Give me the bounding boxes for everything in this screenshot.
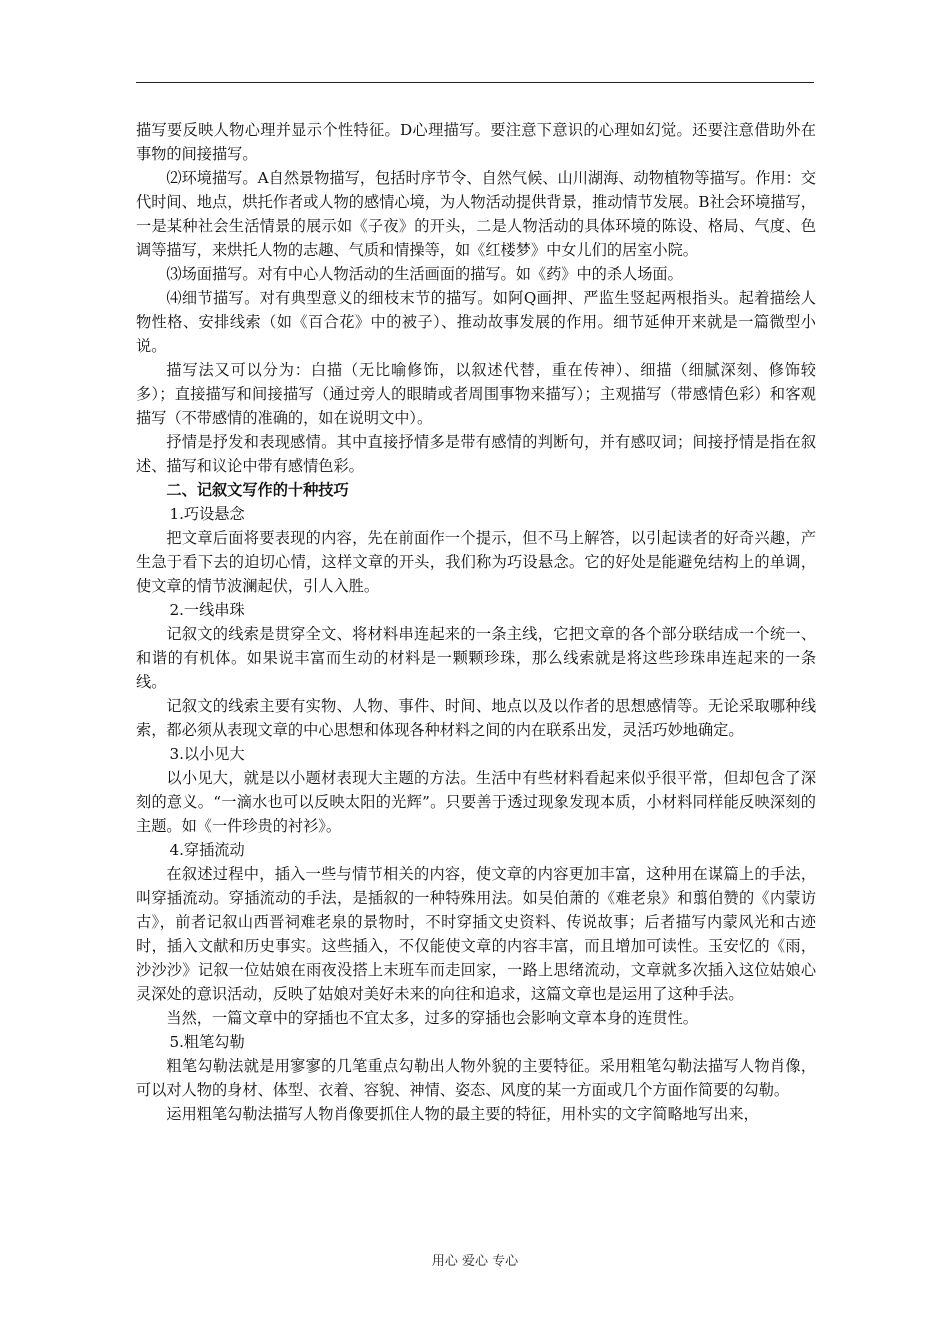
paragraph-description-types: 描写法又可以分为：白描（无比喻修饰，以叙述代替，重在传神）、细描（细腻深刻、修饰较多）；直接描写和间接描写（通过旁人的眼睛或者周围事物来描写）；主观描写（带感情色彩）和客观描写（不带感情的准确的，如在说明文中）。: [136, 361, 816, 427]
subheading-small-to-big: 3.以小见大: [169, 745, 245, 763]
page-footer: 用心 爱心 专心: [431, 1254, 519, 1269]
paragraph-interlude-flow: 在叙述过程中，插入一些与情节相关的内容，使文章的内容更加丰富，这种用在谋篇上的手法，叫穿插流动。穿插流动的手法，是插叙的一种特殊用法。如吴伯萧的《难老泉》和翦伯赞的《内蒙访古》，前者记叙山西晋祠难老泉的景物时，不时穿插文史资料、传说故事；后者描写内蒙风光和古迹时，插入文献和历史事实。这些插入，不仅能使文章的内容丰富，而且增加可读性。玉安忆的《雨，沙沙沙》记叙一位姑娘在雨夜没搭上末班车而走回家，一路上思绪流动，文章就多次插入这位姑娘心灵深处的意识活动，反映了姑娘对美好未来的向往和追求，这篇文章也是运用了这种手法。: [136, 865, 816, 1003]
subheading-suspense: 1.巧设悬念: [169, 505, 245, 523]
paragraph-suspense: 把文章后面将要表现的内容，先在前面作一个提示，但不马上解答，以引起读者的好奇兴趣，产生急于看下去的迫切心情，这样文章的开头，我们称为巧设悬念。它的好处是能避免结构上的单调，使文章的情节波澜起伏，引人入胜。: [136, 529, 816, 595]
section-heading-ten-techniques: 二、记叙文写作的十种技巧: [166, 481, 349, 499]
subheading-rough-sketch: 5.粗笔勾勒: [169, 1033, 245, 1051]
paragraph-rough-sketch-2: 运用粗笔勾勒法描写人物肖像要抓住人物的最主要的特征，用朴实的文字简略地写出来，: [166, 1105, 759, 1123]
paragraph-scene-description: ⑶场面描写。对有中心人物活动的生活画面的描写。如《药》中的杀人场面。: [166, 265, 683, 283]
paragraph-detail-description: ⑷细节描写。对有典型意义的细枝末节的描写。如阿Q画押、严监生竖起两根指头。起着描绘人物性格、安排线索（如《百合花》中的被子）、推动故事发展的作用。细节延伸开来就是一篇微型小说。: [136, 289, 816, 355]
header-rule: [136, 82, 814, 83]
subheading-interlude-flow: 4.穿插流动: [169, 841, 245, 859]
paragraph-thread-2: 记叙文的线索主要有实物、人物、事件、时间、地点以及以作者的思想感情等。无论采取哪种线索，都必须从表现文章的中心思想和体现各种材料之间的内在联系出发，灵活巧妙地确定。: [136, 697, 816, 739]
paragraph-rough-sketch-1: 粗笔勾勒法就是用寥寥的几笔重点勾勒出人物外貌的主要特征。采用粗笔勾勒法描写人物肖像，可以对人物的身材、体型、衣着、容貌、神情、姿态、风度的某一方面或几个方面作简要的勾勒。: [136, 1057, 816, 1099]
paragraph-interlude-caution: 当然，一篇文章中的穿插也不宜太多，过多的穿插也会影响文章本身的连贯性。: [166, 1009, 698, 1027]
paragraph-psychology-description: 描写要反映人物心理并显示个性特征。D心理描写。要注意下意识的心理如幻觉。还要注意借助外在事物的间接描写。: [136, 121, 816, 163]
paragraph-environment-description: ⑵环境描写。A自然景物描写，包括时序节令、自然气候、山川湖海、动物植物等描写。作用：交代时间、地点，烘托作者或人物的感情心境，为人物活动提供背景，推动情节发展。B社会环境描写，一是某种社会生活情景的展示如《子夜》的开头，二是人物活动的具体环境的陈设、格局、气度、色调等描写，来烘托人物的志趣、气质和情操等，如《红楼梦》中女儿们的居室小院。: [136, 169, 816, 259]
paragraph-lyric-expression: 抒情是抒发和表现感情。其中直接抒情多是带有感情的判断句，并有感叹词；间接抒情是指在叙述、描写和议论中带有感情色彩。: [136, 433, 816, 475]
paragraph-small-to-big: 以小见大，就是以小题材表现大主题的方法。生活中有些材料看起来似乎很平常，但却包含了深刻的意义。“一滴水也可以反映太阳的光辉”。只要善于透过现象发现本质，小材料同样能反映深刻的主题。如《一件珍贵的衬衫》。: [136, 769, 816, 835]
document-body: [136, 118, 816, 1126]
paragraph-thread-1: 记叙文的线索是贯穿全文、将材料串连起来的一条主线，它把文章的各个部分联结成一个统一、和谐的有机体。如果说丰富而生动的材料是一颗颗珍珠，那么线索就是将这些珍珠串连起来的一条线。: [136, 625, 816, 691]
subheading-thread: 2.一线串珠: [169, 601, 245, 619]
